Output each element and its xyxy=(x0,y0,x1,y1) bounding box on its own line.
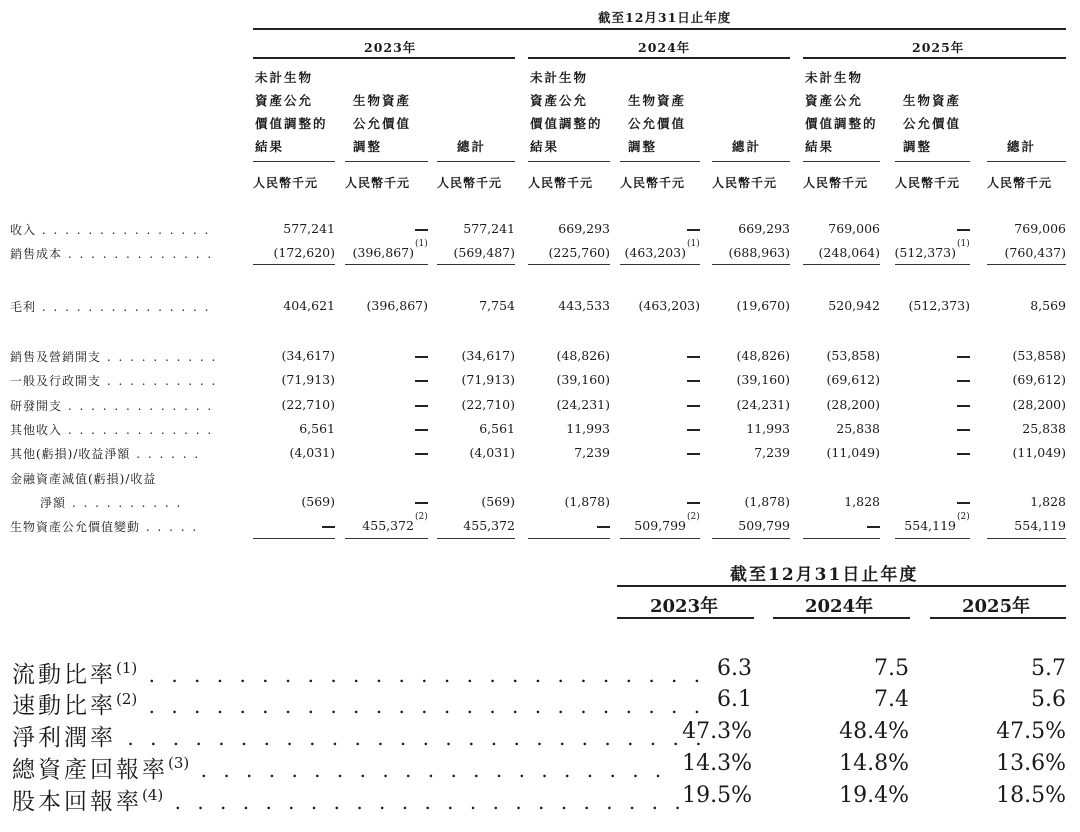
row-label-text: 收入 xyxy=(10,223,37,237)
col-header-bio-adj-line: 公允價值 xyxy=(903,116,962,131)
cell-value: 6,561 xyxy=(299,421,335,436)
table-cell xyxy=(304,518,414,533)
cell-value: (569) xyxy=(481,494,515,509)
row-label-text: 其他收入 xyxy=(10,423,63,437)
unit-label: 人民幣千元 xyxy=(712,176,778,190)
cell-value: 509,799 xyxy=(738,518,790,533)
table-cell xyxy=(405,245,515,260)
table2-period-header: 截至12月31日止年度 xyxy=(730,565,919,585)
row-label xyxy=(10,348,217,365)
ratio-label xyxy=(12,656,705,689)
cell-value: (1,878) xyxy=(564,494,610,509)
col-header-excl-bio-line: 結果 xyxy=(805,139,835,154)
table-cell xyxy=(956,298,1066,313)
ratio-value: 5.6 xyxy=(1031,687,1066,712)
total-rule xyxy=(895,538,970,539)
footnote-ref: (3) xyxy=(168,754,190,772)
col-header-bio-adj-line: 調整 xyxy=(903,139,933,154)
table2-year-2023: 2023年 xyxy=(650,596,719,617)
leader-dots: . . . . . . . . . . . . . . . . . . . . . . . . . xyxy=(137,663,706,687)
subtotal-rule xyxy=(437,264,515,265)
total-rule xyxy=(345,538,428,539)
col-header-rule xyxy=(253,161,335,162)
ratio-label xyxy=(12,751,666,784)
cell-value: 7,754 xyxy=(479,298,515,313)
cell-value: (69,612) xyxy=(826,372,880,387)
unit-label: 人民幣千元 xyxy=(620,176,686,190)
cell-value: (760,437) xyxy=(1004,245,1066,260)
unit-label: 人民幣千元 xyxy=(895,176,961,190)
table-cell xyxy=(956,445,1066,460)
cell-value: (569,487) xyxy=(453,245,515,260)
subtotal-rule xyxy=(987,264,1066,265)
cell-value: 554,119 xyxy=(904,518,956,533)
ratio-value: 18.5% xyxy=(996,783,1066,808)
table-cell xyxy=(405,372,515,387)
table-cell xyxy=(405,421,515,436)
cell-value: (39,160) xyxy=(736,372,790,387)
subtotal-rule xyxy=(712,264,790,265)
row-label xyxy=(10,245,213,262)
subtotal-rule xyxy=(895,264,970,265)
ratio-label xyxy=(12,687,705,720)
table-cell xyxy=(956,421,1066,436)
row-label: 金融資產減值(虧損)/收益 xyxy=(10,472,157,486)
ratio-label-text: 速動比率 xyxy=(12,693,116,719)
col-header-rule xyxy=(345,161,428,162)
total-rule xyxy=(803,538,880,539)
cell-value: 455,372 xyxy=(463,518,515,533)
table-cell xyxy=(576,518,686,533)
unit-label: 人民幣千元 xyxy=(803,176,869,190)
row-label xyxy=(10,298,210,315)
cell-value: (69,612) xyxy=(1012,372,1066,387)
cell-value: 509,799 xyxy=(634,518,686,533)
ratio-value: 7.5 xyxy=(874,656,909,681)
ratio-label-text: 股本回報率 xyxy=(12,789,142,815)
table-cell xyxy=(405,518,515,533)
leader-dots: . . . . . . . . . . xyxy=(101,374,218,388)
subtotal-rule xyxy=(803,264,880,265)
table-cell xyxy=(956,348,1066,363)
cell-value: (463,203) xyxy=(624,245,686,260)
table-cell xyxy=(956,518,1066,533)
ratio-value: 13.6% xyxy=(996,751,1066,776)
table-cell xyxy=(860,445,970,460)
leader-dots: . . . . . . . . . . . . . xyxy=(62,247,214,261)
ratio-value: 47.3% xyxy=(682,719,752,744)
cell-value: (28,200) xyxy=(1012,397,1066,412)
ratio-value: 14.3% xyxy=(682,751,752,776)
footnote-ref: (1) xyxy=(687,239,700,249)
total-rule xyxy=(987,538,1066,539)
cell-value: 11,993 xyxy=(746,421,790,436)
table-cell xyxy=(405,348,515,363)
footnote-ref: (2) xyxy=(415,512,428,522)
col-header-excl-bio-line: 資產公允 xyxy=(530,93,589,108)
cell-value: 7,239 xyxy=(574,445,610,460)
footnote-ref: (2) xyxy=(957,512,970,522)
subtotal-rule xyxy=(528,264,610,265)
cell-value: 8,569 xyxy=(1030,298,1066,313)
row-label xyxy=(10,397,213,414)
cell-value: (28,200) xyxy=(826,397,880,412)
table1-year-2023: 2023年 xyxy=(364,40,417,55)
cell-value: (34,617) xyxy=(461,348,515,363)
col-header-bio-adj-line: 公允價值 xyxy=(628,116,687,131)
col-header-rule xyxy=(620,161,700,162)
leader-dots: . . . . . . . . . . . . . xyxy=(62,399,214,413)
row-label xyxy=(10,421,213,438)
table-cell xyxy=(956,372,1066,387)
col-header-excl-bio-line: 未計生物 xyxy=(255,70,314,85)
table-cell xyxy=(846,518,956,533)
cell-value: 443,533 xyxy=(558,298,610,313)
table2-year-2025: 2025年 xyxy=(962,596,1031,617)
leader-dots: . . . . . . . . . . . . . . . . . . . . . xyxy=(189,758,667,782)
cell-value: (172,620) xyxy=(273,245,335,260)
table-cell xyxy=(405,445,515,460)
total-rule xyxy=(253,538,335,539)
col-header-excl-bio-line: 未計生物 xyxy=(805,70,864,85)
footnote-ref: (1) xyxy=(957,239,970,249)
cell-value: (225,760) xyxy=(548,245,610,260)
ratio-value: 14.8% xyxy=(839,751,909,776)
cell-value: 577,241 xyxy=(463,221,515,236)
table-cell xyxy=(860,221,970,236)
cell-value: (22,710) xyxy=(281,397,335,412)
ratio-value: 6.3 xyxy=(717,656,752,681)
header-rule-top xyxy=(253,28,1066,30)
table-cell xyxy=(956,245,1066,260)
row-label xyxy=(10,518,198,535)
cell-value: (512,373) xyxy=(908,298,970,313)
cell-value: 1,828 xyxy=(844,494,880,509)
cell-value: 1,828 xyxy=(1030,494,1066,509)
cell-value: (569) xyxy=(301,494,335,509)
cell-value: (248,064) xyxy=(818,245,880,260)
cell-value: (4,031) xyxy=(469,445,515,460)
col-header-excl-bio-line: 價值調整的 xyxy=(530,116,603,131)
cell-value: 769,006 xyxy=(828,221,880,236)
year-rule-2023 xyxy=(253,57,515,59)
leader-dots: . . . . . . xyxy=(130,447,201,461)
col-header-rule xyxy=(528,161,610,162)
unit-label: 人民幣千元 xyxy=(528,176,594,190)
cell-value: (53,858) xyxy=(1012,348,1066,363)
ratio-value: 5.7 xyxy=(1031,656,1066,681)
total-rule xyxy=(437,538,515,539)
table-cell xyxy=(860,372,970,387)
cell-value: (24,231) xyxy=(556,397,610,412)
table-cell xyxy=(860,421,970,436)
row-label-text: 生物資產公允價值變動 xyxy=(10,520,141,534)
row-label-text: 研發開支 xyxy=(10,399,63,413)
ratio-value: 7.4 xyxy=(874,687,909,712)
table2-header-rule xyxy=(617,585,1066,587)
cell-value: (71,913) xyxy=(281,372,335,387)
col-header-excl-bio-line: 未計生物 xyxy=(530,70,589,85)
leader-dots: . . . . . . . . . . . . . . . . . . . . . . . . . xyxy=(137,694,706,718)
table2-year-rule-2025 xyxy=(930,617,1066,619)
table1-year-2024: 2024年 xyxy=(638,40,691,55)
leader-dots: . . . . . xyxy=(140,520,199,534)
ratio-value: 48.4% xyxy=(839,719,909,744)
cell-value: 577,241 xyxy=(283,221,335,236)
ratio-label-text: 淨利潤率 xyxy=(12,725,116,751)
table2-year-rule-2023 xyxy=(617,617,754,619)
total-rule xyxy=(528,538,610,539)
unit-label: 人民幣千元 xyxy=(987,176,1053,190)
table1-year-2025: 2025年 xyxy=(912,40,965,55)
col-header-excl-bio-line: 結果 xyxy=(530,139,560,154)
cell-value: (463,203) xyxy=(638,298,700,313)
row-label xyxy=(10,445,200,462)
cell-value: 769,006 xyxy=(1014,221,1066,236)
cell-value: 25,838 xyxy=(1022,421,1066,436)
col-header-excl-bio-line: 價值調整的 xyxy=(805,116,878,131)
cell-value: (24,231) xyxy=(736,397,790,412)
table-cell xyxy=(860,348,970,363)
ratio-label xyxy=(12,719,707,752)
cell-value: 404,621 xyxy=(283,298,335,313)
total-rule xyxy=(620,538,700,539)
row-label-text: 銷售及營銷開支 xyxy=(10,350,102,364)
cell-value: 11,993 xyxy=(566,421,610,436)
row-label xyxy=(10,221,210,238)
row-label-text: 淨額 xyxy=(40,496,67,510)
col-header-rule xyxy=(987,161,1066,162)
cell-value: (48,826) xyxy=(736,348,790,363)
cell-value: (19,670) xyxy=(736,298,790,313)
cell-value: 25,838 xyxy=(836,421,880,436)
col-header-bio-adj-line: 公允價值 xyxy=(353,116,412,131)
cell-value: 669,293 xyxy=(558,221,610,236)
col-header-bio-adj-line: 生物資產 xyxy=(903,93,962,108)
leader-dots: . . . . . . . . . . . . . . . xyxy=(36,300,211,314)
table-cell xyxy=(405,397,515,412)
footnote-ref: (1) xyxy=(415,239,428,249)
row-label xyxy=(10,372,217,389)
col-header-rule xyxy=(437,161,515,162)
cell-value: (39,160) xyxy=(556,372,610,387)
table1-period-header: 截至12月31日止年度 xyxy=(598,10,732,25)
table-cell xyxy=(860,298,970,313)
cell-value: 455,372 xyxy=(362,518,414,533)
leader-dots: . . . . . . . . . . . . . xyxy=(62,423,214,437)
subtotal-rule xyxy=(253,264,335,265)
ratio-value: 19.4% xyxy=(839,783,909,808)
cell-value: (512,373) xyxy=(894,245,956,260)
col-header-excl-bio-line: 資產公允 xyxy=(255,93,314,108)
col-header-excl-bio-line: 資產公允 xyxy=(805,93,864,108)
row-label-continued xyxy=(40,494,182,511)
table-cell xyxy=(860,397,970,412)
col-header-total: 總計 xyxy=(1007,139,1037,154)
leader-dots: . . . . . . . . . . xyxy=(66,496,183,510)
cell-value: 669,293 xyxy=(738,221,790,236)
cell-value: 554,119 xyxy=(1014,518,1066,533)
unit-label: 人民幣千元 xyxy=(345,176,411,190)
cell-value: (53,858) xyxy=(826,348,880,363)
cell-value: (1,878) xyxy=(744,494,790,509)
table-cell xyxy=(956,221,1066,236)
total-rule xyxy=(712,538,790,539)
ratio-label xyxy=(12,783,686,816)
cell-value: (396,867) xyxy=(352,245,414,260)
row-label-text: 銷售成本 xyxy=(10,247,63,261)
cell-value: (688,963) xyxy=(728,245,790,260)
subtotal-rule xyxy=(345,264,428,265)
year-rule-2025 xyxy=(803,57,1066,59)
cell-value: (34,617) xyxy=(281,348,335,363)
table-cell xyxy=(956,494,1066,509)
cell-value: 6,561 xyxy=(479,421,515,436)
cell-value: (22,710) xyxy=(461,397,515,412)
footnote-ref: (1) xyxy=(116,659,138,677)
row-label-text: 毛利 xyxy=(10,300,37,314)
unit-label: 人民幣千元 xyxy=(253,176,319,190)
col-header-bio-adj-line: 生物資產 xyxy=(628,93,687,108)
cell-value: (4,031) xyxy=(289,445,335,460)
col-header-rule xyxy=(712,161,790,162)
cell-value: (11,049) xyxy=(1012,445,1066,460)
ratio-value: 19.5% xyxy=(682,783,752,808)
col-header-total: 總計 xyxy=(732,139,762,154)
footnote-ref: (2) xyxy=(687,512,700,522)
ratio-label-text: 流動比率 xyxy=(12,662,116,688)
table-cell xyxy=(846,245,956,260)
col-header-total: 總計 xyxy=(457,139,487,154)
footnote-ref: (2) xyxy=(116,690,138,708)
col-header-bio-adj-line: 調整 xyxy=(628,139,658,154)
col-header-excl-bio-line: 結果 xyxy=(255,139,285,154)
table2-year-rule-2024 xyxy=(773,617,910,619)
table-cell xyxy=(304,245,414,260)
table2-year-2024: 2024年 xyxy=(805,596,874,617)
subtotal-rule xyxy=(620,264,700,265)
year-rule-2024 xyxy=(528,57,790,59)
col-header-rule xyxy=(895,161,970,162)
unit-label: 人民幣千元 xyxy=(437,176,503,190)
table-cell xyxy=(405,494,515,509)
table-cell xyxy=(405,298,515,313)
ratio-label-text: 總資產回報率 xyxy=(12,757,168,783)
ratio-value: 6.1 xyxy=(717,687,752,712)
col-header-bio-adj-line: 調整 xyxy=(353,139,383,154)
cell-value: (48,826) xyxy=(556,348,610,363)
cell-value: 7,239 xyxy=(754,445,790,460)
cell-value: (11,049) xyxy=(826,445,880,460)
leader-dots: . . . . . . . . . . . . . . . xyxy=(36,223,211,237)
leader-dots: . . . . . . . . . . . . . . . . . . . . . . . xyxy=(163,790,686,814)
row-label-text: 其他(虧損)/收益淨額 xyxy=(10,447,131,461)
col-header-excl-bio-line: 價值調整的 xyxy=(255,116,328,131)
leader-dots: . . . . . . . . . . xyxy=(101,350,218,364)
footnote-ref: (4) xyxy=(142,786,164,804)
cell-value: (396,867) xyxy=(366,298,428,313)
table-cell xyxy=(956,397,1066,412)
table-cell xyxy=(576,245,686,260)
cell-value: (71,913) xyxy=(461,372,515,387)
table-cell xyxy=(405,221,515,236)
table-cell xyxy=(860,494,970,509)
ratio-value: 47.5% xyxy=(996,719,1066,744)
row-label-text: 一般及行政開支 xyxy=(10,374,102,388)
cell-value: 520,942 xyxy=(828,298,880,313)
leader-dots: . . . . . . . . . . . . . . . . . . . . . . . . . . xyxy=(116,726,707,750)
col-header-rule xyxy=(803,161,880,162)
col-header-bio-adj-line: 生物資產 xyxy=(353,93,412,108)
